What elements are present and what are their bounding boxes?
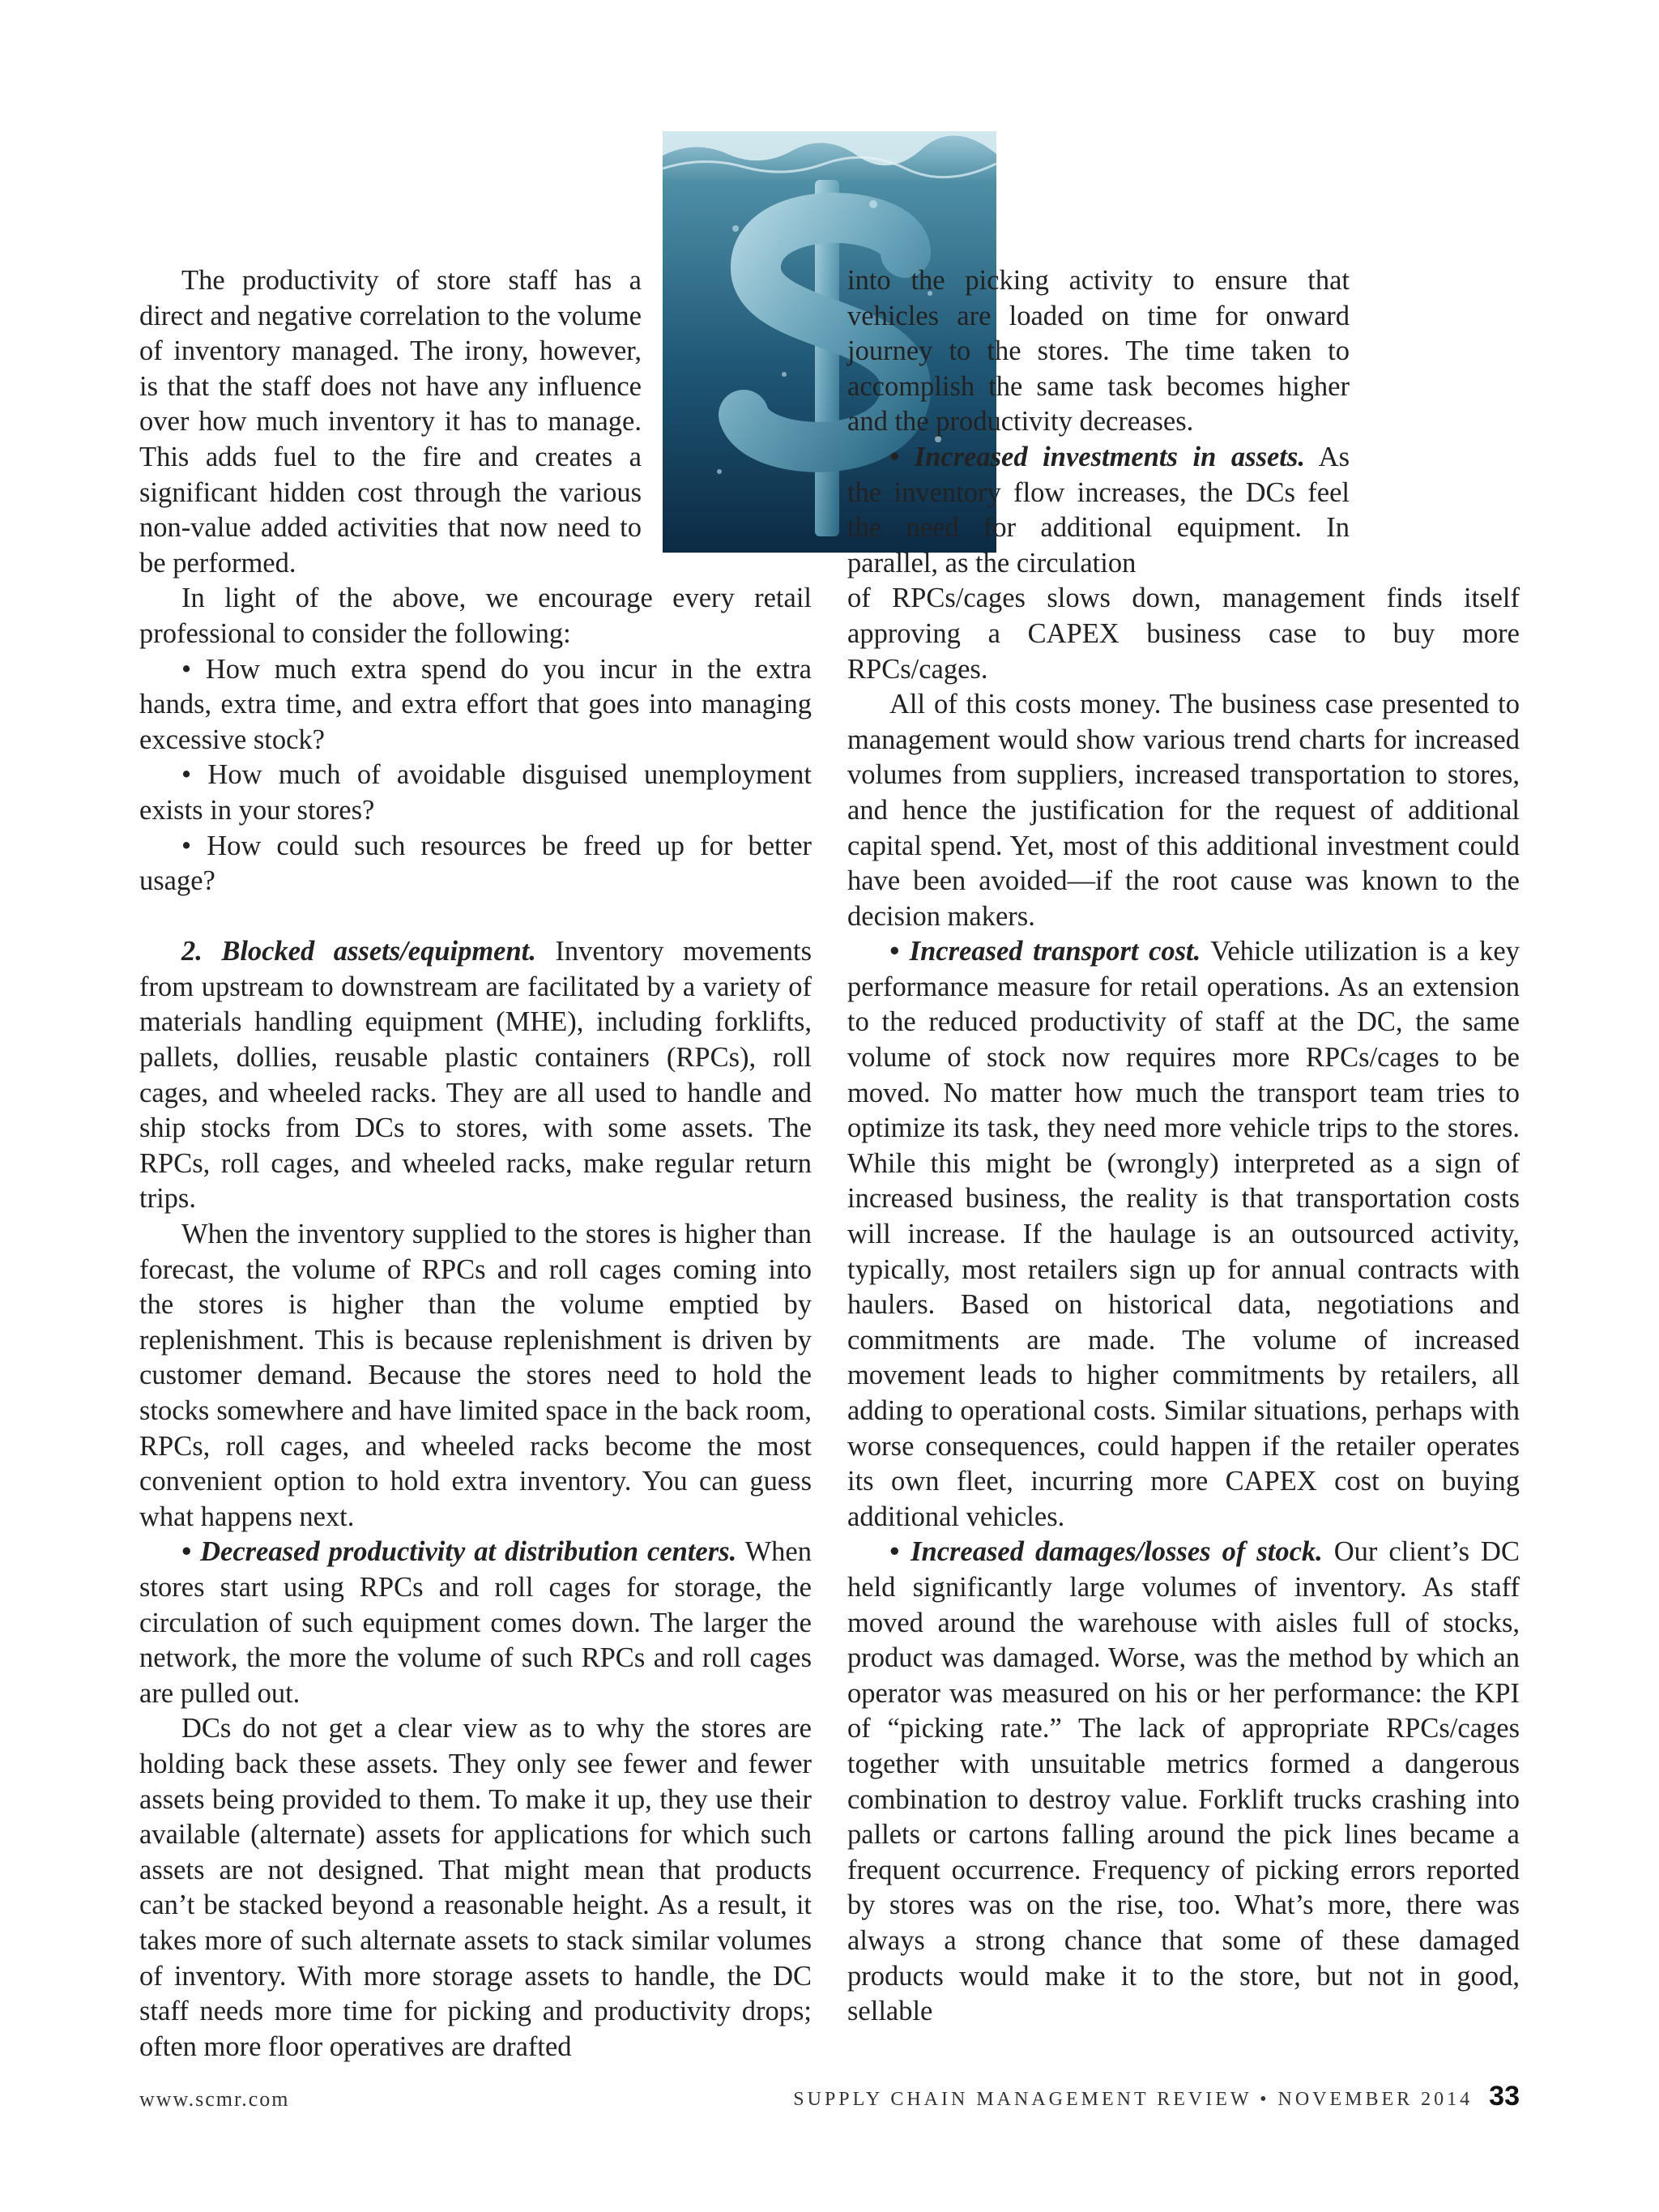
bullet-text: Our client’s DC held significantly large volumes of inventory. As staff moved around the warehouse with aisles full of stocks, product was damaged. Worse, was the method by which an operator was measured on his or her performance: the KPI of “picking rate.” The lack of appropriate RPCs/cages together with unsuitable metrics formed a dangerous combination to destroy value. Forklift trucks crashing into pallets or cartons falling around the pick lines became a frequent occurrence. Frequency of picking errors reported by stores was on the rise, too. What’s more, there was always a strong chance that some of these damaged products would make it to the store, but not in good, sellable — [847, 1536, 1520, 2027]
page-number: 33 — [1489, 2081, 1520, 2112]
bullet-heading: • Decreased productivity at distribution centers. — [181, 1536, 737, 1568]
bullet-item — [847, 440, 1350, 581]
left-column — [139, 263, 812, 2065]
bullet-text: As the inventory flow increases, the DCs feel the need for additional equipment. In parallel, as the circulation — [847, 441, 1350, 579]
paragraph: In light of the above, we encourage every retail professional to consider the following: — [139, 583, 812, 649]
bullet-item: • How much of avoidable disguised unemployment exists in your stores? — [139, 759, 812, 826]
paragraph: When the inventory supplied to the stores is higher than forecast, the volume of RPCs and roll cages coming into the stores is higher than the volume emptied by replenishment. This is because replenishment is driven by customer demand. Because the stores need to hold the stocks somewhere and have limited space in the back room, RPCs, roll cages, and wheeled racks become the most convenient option to hold extra inventory. You can guess what happens next. — [139, 1219, 812, 1532]
bullet-item: • How much extra spend do you incur in the extra hands, extra time, and extra effort that goes into managing excessive stock? — [139, 653, 812, 755]
right-column — [847, 263, 1520, 2030]
bullet-text: When stores start using RPCs and roll cages for storage, the circulation of such equipment comes down. The larger the network, the more the volume of such RPCs and roll cages are pulled out. — [139, 1536, 812, 1709]
bullet-heading: • Increased investments in assets. — [889, 441, 1305, 472]
paragraph: into the picking activity to ensure that vehicles are loaded on time for onward journey to the stores. The time taken to accomplish the same task becomes higher and the productivity decreases. — [847, 265, 1350, 438]
bullet-item — [847, 934, 1520, 1535]
section-paragraph — [139, 934, 812, 1217]
bullet-continuation: of RPCs/cages slows down, management finds itself approving a CAPEX business case to buy more RPCs/cages. — [847, 583, 1520, 685]
paragraph: DCs do not get a clear view as to why the stores are holding back these assets. They only see fewer and fewer assets being provided to them. To make it up, they use their available (alternate) assets for applications for which such assets are not designed. That might mean that products can’t be stacked beyond a reasonable height. As a result, it takes more of such alternate assets to stack similar volumes of inventory. With more storage assets to handle, the DC staff needs more time for picking and productivity drops; often more floor operatives are drafted — [139, 1713, 812, 2062]
footer-publication — [793, 2081, 1520, 2112]
bullet-item — [139, 1535, 812, 1711]
bullet-item: • How could such resources be freed up for better usage? — [139, 830, 812, 897]
section-heading: 2. Blocked assets/equipment. — [181, 936, 536, 967]
bullet-heading: • Increased transport cost. — [889, 936, 1201, 967]
paragraph: The productivity of store staff has a direct and negative correlation to the volume of inventory managed. The irony, however, is that the staff does not have any influence over how much inventory it has to manage. This adds fuel to the fire and creates a significant hidden cost through the various non-value added activities that now need to be performed. — [139, 265, 642, 579]
section-text: Inventory movements from upstream to downstream are facilitated by a variety of materials handling equipment (MHE), including forklifts, pallets, dollies, reusable plastic containers (RPCs), roll cages, and wheeled racks. They are all used to handle and ship stocks from DCs to stores, with some assets. The RPCs, roll cages, and wheeled racks, make regular return trips. — [139, 936, 812, 1215]
bullet-heading: • Increased damages/losses of stock. — [889, 1536, 1323, 1568]
bullet-text: Vehicle utilization is a key performance measure for retail operations. As an extension to the reduced productivity of staff at the DC, the same volume of stock now requires more RPCs/cages to be moved. No matter how much the transport team tries to optimize its task, they need more vehicle trips to the stores. While this might be (wrongly) interpreted as a sign of increased business, the reality is that transportation costs will increase. If the haulage is an outsourced activity, typically, most retailers sign up for annual contracts with haulers. Based on historical data, negotiations and commitments are made. The volume of increased movement leads to higher commitments by retailers, all adding to operational costs. Similar situations, perhaps with worse consequences, could happen if the retailer operates its own fleet, incurring more CAPEX cost on buying additional vehicles. — [847, 936, 1520, 1532]
footer-website[interactable]: www.scmr.com — [139, 2087, 290, 2111]
paragraph: All of this costs money. The business case presented to management would show various trend charts for increased volumes from suppliers, increased transportation to stores, and hence the justification for the request of additional capital spend. Yet, most of this additional investment could have been avoided—if the root cause was known to the decision makers. — [847, 689, 1520, 932]
publication-line: SUPPLY CHAIN MANAGEMENT REVIEW • NOVEMBER 2014 — [793, 2089, 1473, 2110]
bullet-item — [847, 1535, 1520, 2029]
